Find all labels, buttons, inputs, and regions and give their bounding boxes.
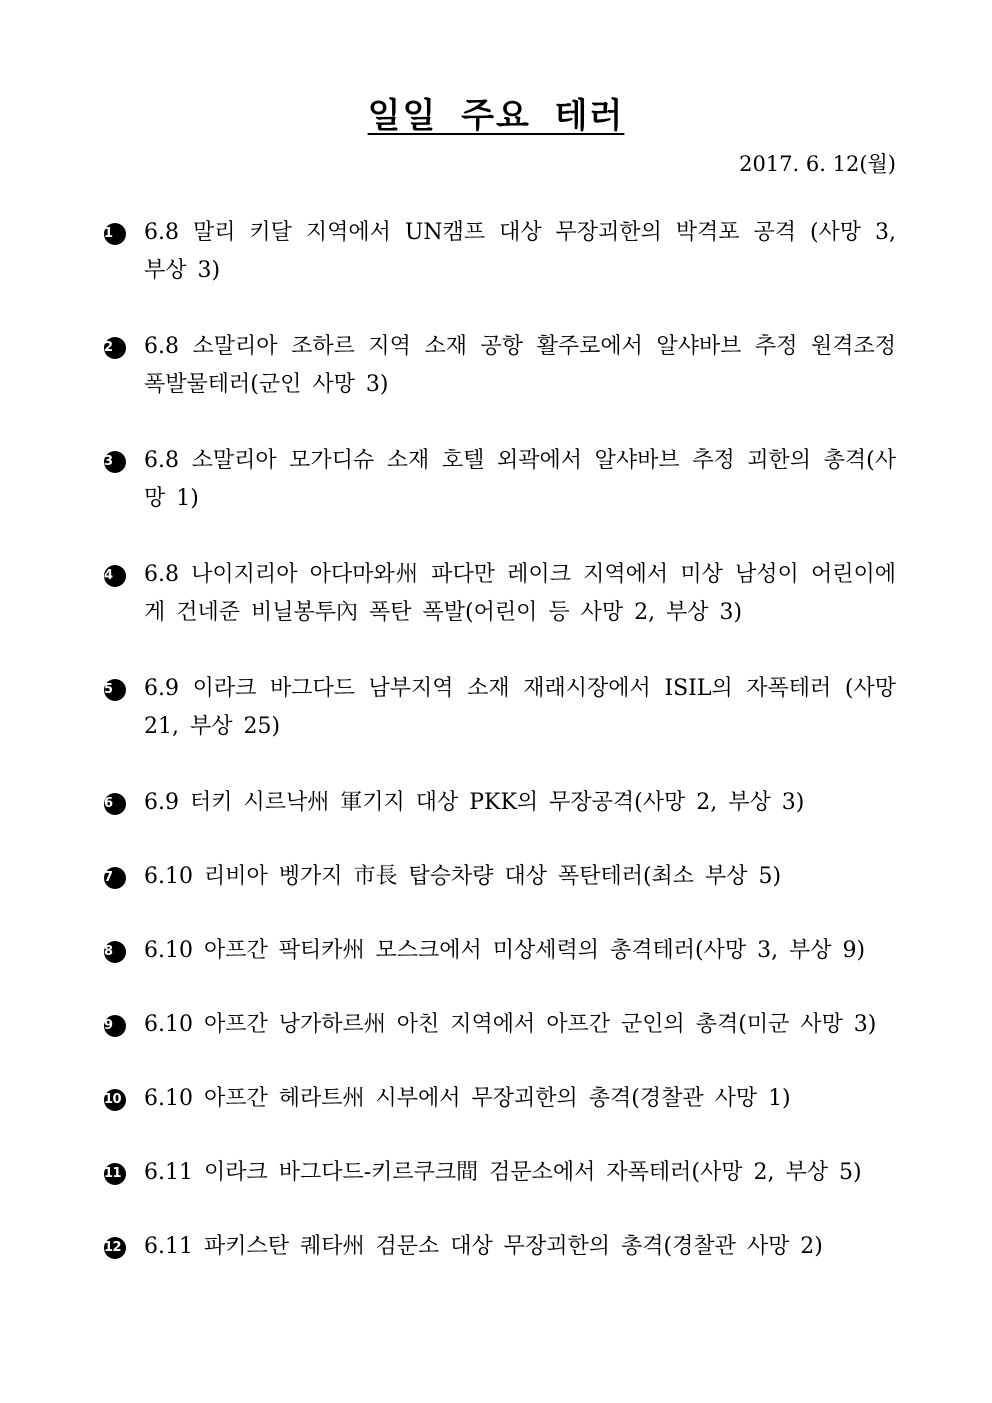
document-title-text: 일일 주요 테러: [367, 96, 625, 136]
list-item-text: 6.9 터키 시르낙州 軍기지 대상 PKK의 무장공격(사망 2, 부상 3): [144, 790, 805, 815]
list-item: [104, 556, 896, 632]
list-item: [104, 1228, 896, 1266]
list-item: [104, 328, 896, 404]
terror-list: [104, 214, 896, 1302]
list-item: [104, 1154, 896, 1192]
list-item: [104, 784, 896, 822]
list-item: [104, 858, 896, 896]
list-item-text: 6.8 소말리아 조하르 지역 소재 공항 활주로에서 알샤바브 추정 원격조정 폭발물테러(군인 사망 3): [144, 334, 896, 397]
number-badge: 6: [104, 793, 126, 815]
list-item: [104, 1080, 896, 1118]
list-item: [104, 442, 896, 518]
number-badge: 7: [104, 867, 126, 889]
document-date: 2017. 6. 12(월): [739, 152, 896, 176]
list-item: [104, 670, 896, 746]
number-badge: 12: [104, 1237, 126, 1259]
number-badge: 2: [104, 337, 126, 359]
list-item: [104, 932, 896, 970]
list-item: [104, 214, 896, 290]
list-item-text: 6.9 이라크 바그다드 남부지역 소재 재래시장에서 ISIL의 자폭테러 (사망 21, 부상 25): [144, 676, 896, 739]
list-item-text: 6.10 아프간 팍티카州 모스크에서 미상세력의 총격테러(사망 3, 부상 9): [144, 938, 866, 963]
number-badge: 4: [104, 565, 126, 587]
list-item-text: 6.10 리비아 벵가지 市長 탑승차량 대상 폭탄테러(최소 부상 5): [144, 864, 782, 889]
list-item-text: 6.8 말리 키달 지역에서 UN캠프 대상 무장괴한의 박격포 공격 (사망 3, 부상 3): [144, 220, 896, 283]
list-item-text: 6.8 나이지리아 아다마와州 파다만 레이크 지역에서 미상 남성이 어린이에게 건네준 비닐봉투內 폭탄 폭발(어린이 등 사망 2, 부상 3): [144, 562, 896, 625]
list-item-text: 6.11 이라크 바그다드-키르쿠크間 검문소에서 자폭테러(사망 2, 부상 5): [144, 1160, 862, 1185]
list-item-text: 6.8 소말리아 모가디슈 소재 호텔 외곽에서 알샤바브 추정 괴한의 총격(사망 1): [144, 448, 896, 511]
number-badge: 1: [104, 223, 126, 245]
list-item-text: 6.10 아프간 낭가하르州 아친 지역에서 아프간 군인의 총격(미군 사망 3): [144, 1012, 877, 1037]
number-badge: 9: [104, 1015, 126, 1037]
list-item-text: 6.10 아프간 헤라트州 시부에서 무장괴한의 총격(경찰관 사망 1): [144, 1086, 791, 1111]
number-badge: 5: [104, 679, 126, 701]
list-item-text: 6.11 파키스탄 퀘타州 검문소 대상 무장괴한의 총격(경찰관 사망 2): [144, 1234, 823, 1259]
number-badge: 3: [104, 451, 126, 473]
list-item: [104, 1006, 896, 1044]
number-badge: 10: [104, 1089, 126, 1111]
number-badge: 8: [104, 941, 126, 963]
number-badge: 11: [104, 1163, 126, 1185]
document-title: [0, 88, 992, 137]
